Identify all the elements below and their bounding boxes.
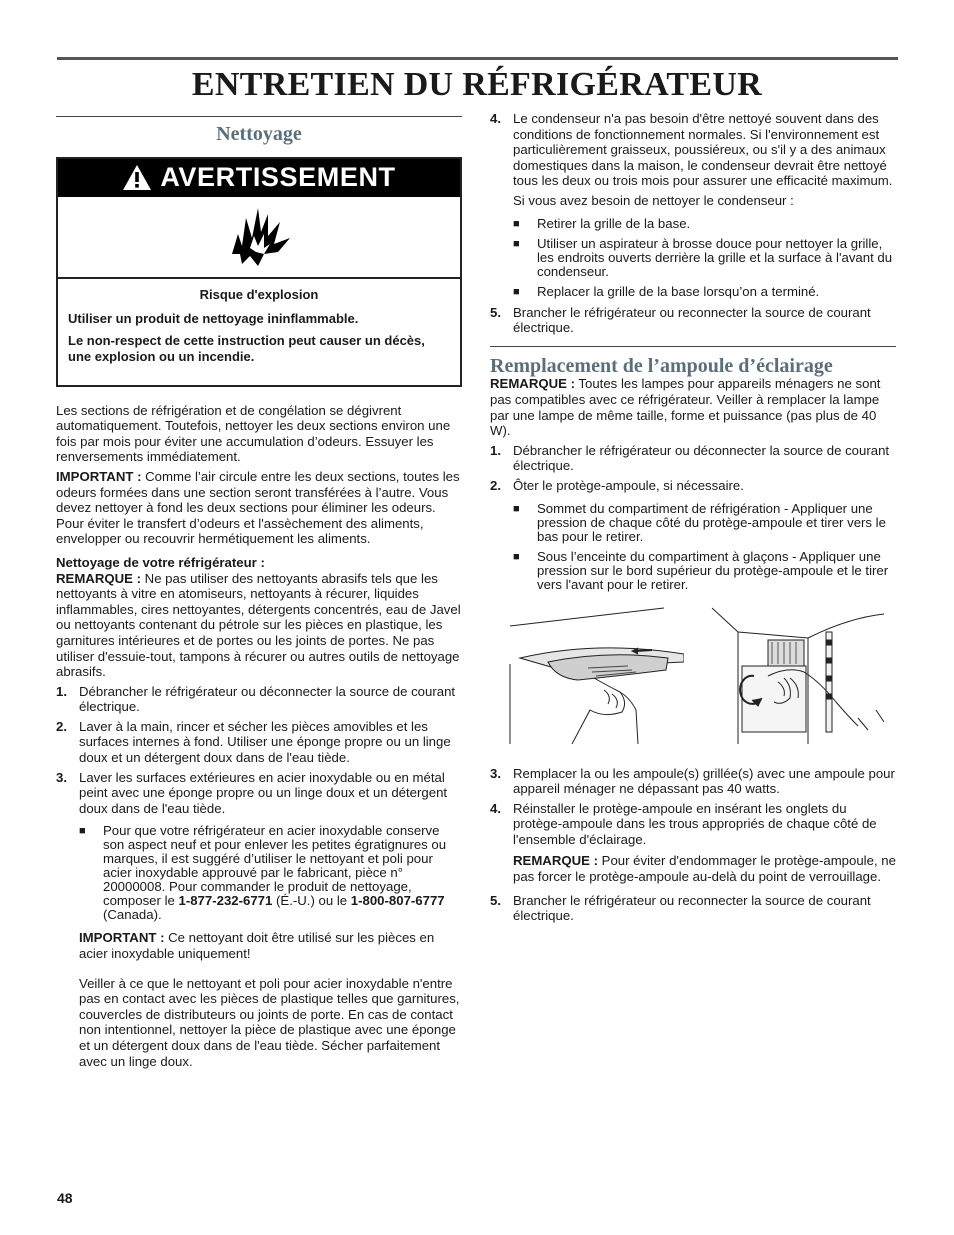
bullet-text: Sous l’enceinte du compartiment à glaçons - Appliquer une pression sur le bord supérieur du protège-ampoule et le tirer vers l'avant pour le retirer. [537,548,889,592]
step-number: 5. [490,304,501,320]
important-paragraph [56,469,462,547]
step-text: Brancher le réfrigérateur ou reconnecter la source de courant électrique. [513,892,871,924]
square-bullet-icon: ■ [513,217,520,230]
step-text: Débrancher le réfrigérateur ou déconnecter la source de courant électrique. [79,683,456,715]
list-item [513,502,896,544]
step-number: 5. [490,892,501,908]
cleaning-steps [56,684,462,1070]
explosion-icon [224,204,294,270]
page-title: ENTRETIEN DU RÉFRIGÉRATEUR [191,66,763,103]
phone-us: 1-877-232-6771 [178,893,273,909]
step-number: 1. [490,442,501,458]
important-label: IMPORTANT : [56,468,142,484]
warning-header [58,159,460,197]
step4-remarque [513,853,896,884]
step-number: 3. [56,769,67,785]
step-number: 4. [490,111,501,126]
bullet-text: Replacer la grille de la base lorsqu’on a terminé. [537,283,820,299]
step-item [56,770,462,1070]
warning-risk: Risque d'explosion [199,286,319,302]
bulb-illustrations [490,606,896,754]
bullet-text: Utiliser un aspirateur à brosse douce pour nettoyer la grille, les endroits ouverts derrière la grille et la surface à l'avant du condenseur. [537,235,893,279]
ampoule-remarque [490,376,896,438]
important-text: Comme l’air circule entre les deux sections, toutes les odeurs formées dans une section seront transférées à l’autre. Vous devez nettoyer à fond les deux sections pour éliminer les odeurs. Pour éviter le transfert d’odeurs et l'assèchement des aliments, envelopper ou recouvrir hermétiquement les aliments. [56,468,460,547]
list-item [79,824,462,922]
step3-note: Veiller à ce que le nettoyant et poli pour acier inoxydable n'entre pas en contact avec les pièces de plastique telles que garnitures, couvercles de distributeurs ou joints de porte. En cas de contact non intentionnel, nettoyer la pièce de plastique avec une éponge et un détergent doux dans de l'eau tiède. Sécher parfaitement avec un linge doux. [79,975,460,1069]
square-bullet-icon: ■ [513,502,520,515]
square-bullet-icon: ■ [513,550,520,563]
light-shield-ice-compartment-illustration [708,606,884,744]
warning-line2: Le non-respect de cette instruction peut causer un décès, une explosion ou un incendie. [68,332,425,364]
top-rule [57,57,898,60]
step4-bullets [513,217,896,299]
step3-important [79,930,462,961]
step-text: Laver à la main, rincer et sécher les pièces amovibles et les surfaces internes à fond. Utiliser une éponge propre ou un linge doux et un détergent doux dans de l'eau tiède. [79,718,451,766]
bullet-text: Pour que votre réfrigérateur en acier inoxydable conserve son aspect neuf et pour enlever les petites égratignures ou marques, il est suggéré d’utiliser le nettoyant et poli pour acier inoxydable approuvé par le fabricant, pièce n° 20000008. Pour commander le produit de nettoyage, composer le [103,823,447,909]
remarque-paragraph [56,571,462,680]
page-number: 48 [57,1190,73,1206]
light-shield-ceiling-illustration [508,606,684,744]
bulb-steps-continued [490,766,896,924]
right-column [490,111,896,928]
step-number: 3. [490,765,501,781]
left-column [56,116,462,1073]
step-number: 2. [56,718,67,734]
step-text: Le condenseur n'a pas besoin d'être nettoyé souvent dans des conditions de fonctionnement normales. Si l'environnement est particulièrement graisseux, poussiéreux, ou s'il y a des animaux domestiques dans la maison, le condenseur devrait être nettoyé tous les deux ou trois mois pour assurer une efficacité maximum. [513,111,893,189]
bullet-text: Retirer la grille de la base. [537,215,691,231]
square-bullet-icon: ■ [513,237,520,250]
remarque-text: Pour éviter d'endommager le protège-ampoule, ne pas forcer le protège-ampoule au-delà du point de verrouillage. [513,853,896,885]
section-rule [56,116,462,117]
bullet-text: (Canada). [103,907,162,923]
bulb-steps [490,443,896,592]
step-text: Débrancher le réfrigérateur ou déconnecter la source de courant électrique. [513,442,890,474]
step-item [490,305,896,336]
remarque-text: Ne pas utiliser des nettoyants abrasifs tels que les nettoyants à vitre en atomiseurs, nettoyants à récurer, liquides inflammables, cires nettoyantes, détergents concentrés, eau de Javel ou nettoyants contenant du pétrole sur les pièces en plastique, les garnitures intérieures et de portes ou les joints de portes. Ne pas utiliser d'essuie-tout, tampons à récurer ou autres outils de nettoyage abrasifs. [56,570,461,680]
remarque-label: REMARQUE : [56,570,141,586]
list-item [513,217,896,231]
remarque-label: REMARQUE : [490,376,575,392]
section-rule [490,346,896,347]
step-number: 2. [490,477,501,493]
step-number: 4. [490,800,501,816]
step-item [490,111,896,299]
step-item [490,766,896,797]
bullet-text: Sommet du compartiment de réfrigération - Appliquer une pression de chaque côté du protège-ampoule et tirer vers le bas pour le retirer. [537,500,886,544]
warning-triangle-icon [122,164,152,191]
bullet-text: (É.-U.) ou le [272,893,351,909]
step-number: 1. [56,683,67,699]
cleaning-steps-continued [490,111,896,336]
step-text: Remplacer la ou les ampoule(s) grillée(s) avec une ampoule pour appareil ménager ne dépassant pas 40 watts. [513,765,895,797]
list-item [513,237,896,279]
important-text: Ce nettoyant doit être utilisé sur les pièces en acier inoxydable uniquement! [79,930,435,962]
square-bullet-icon: ■ [513,285,520,298]
intro-paragraph: Les sections de réfrigération et de congélation se dégivrent automatiquement. Toutefois, nettoyer les deux sections environ une fois par mois pour éviter une accumulation d’odeurs. Essuyer les renversements immédiatement. [56,402,451,465]
step-text: Réinstaller le protège-ampoule en insérant les onglets du protège-ampoule dans les trous appropriés de chaque côté de l'ensemble d'éclairage. [513,800,877,847]
step-item [490,478,896,592]
remarque-text: Toutes les lampes pour appareils ménagers ne sont pas compatibles avec ce réfrigérateur. Veiller à remplacer la lampe par une lampe de même taille, forme et puissance (pas plus de 40 W). [490,376,881,439]
remarque-label: REMARQUE : [513,853,598,869]
step2-bullets [513,502,896,592]
list-item [513,285,896,299]
warning-box [56,157,462,387]
step-text: Laver les surfaces extérieures en acier inoxydable ou en métal peint avec une éponge propre ou un linge doux et un détergent doux dans de l'eau tiède. [79,769,448,816]
warning-label: AVERTISSEMENT [160,161,396,192]
list-item [513,550,896,592]
step-item [56,719,462,766]
step-item [56,684,462,715]
square-bullet-icon: ■ [79,825,86,838]
step-text: Ôter le protège-ampoule, si nécessaire. [513,477,744,493]
section-heading-nettoyage: Nettoyage [216,123,302,145]
step-item [490,443,896,474]
step-item [490,893,896,924]
subheading-text: Nettoyage de votre réfrigérateur : [56,554,265,570]
important-label: IMPORTANT : [79,930,165,946]
warning-line1: Utiliser un produit de nettoyage ininflammable. [68,310,359,326]
section-heading-ampoule: Remplacement de l’ampoule d’éclairage [490,354,833,377]
subheading-nettoyage-refrigerateur [56,555,462,571]
step3-bullets [79,824,462,922]
step4-sub: Si vous avez besoin de nettoyer le condenseur : [513,192,794,208]
step-text: Brancher le réfrigérateur ou reconnecter la source de courant électrique. [513,304,871,336]
step-item [490,801,896,885]
phone-canada: 1-800-807-6777 [350,893,445,909]
warning-image-area [58,197,460,279]
warning-text [58,279,460,385]
